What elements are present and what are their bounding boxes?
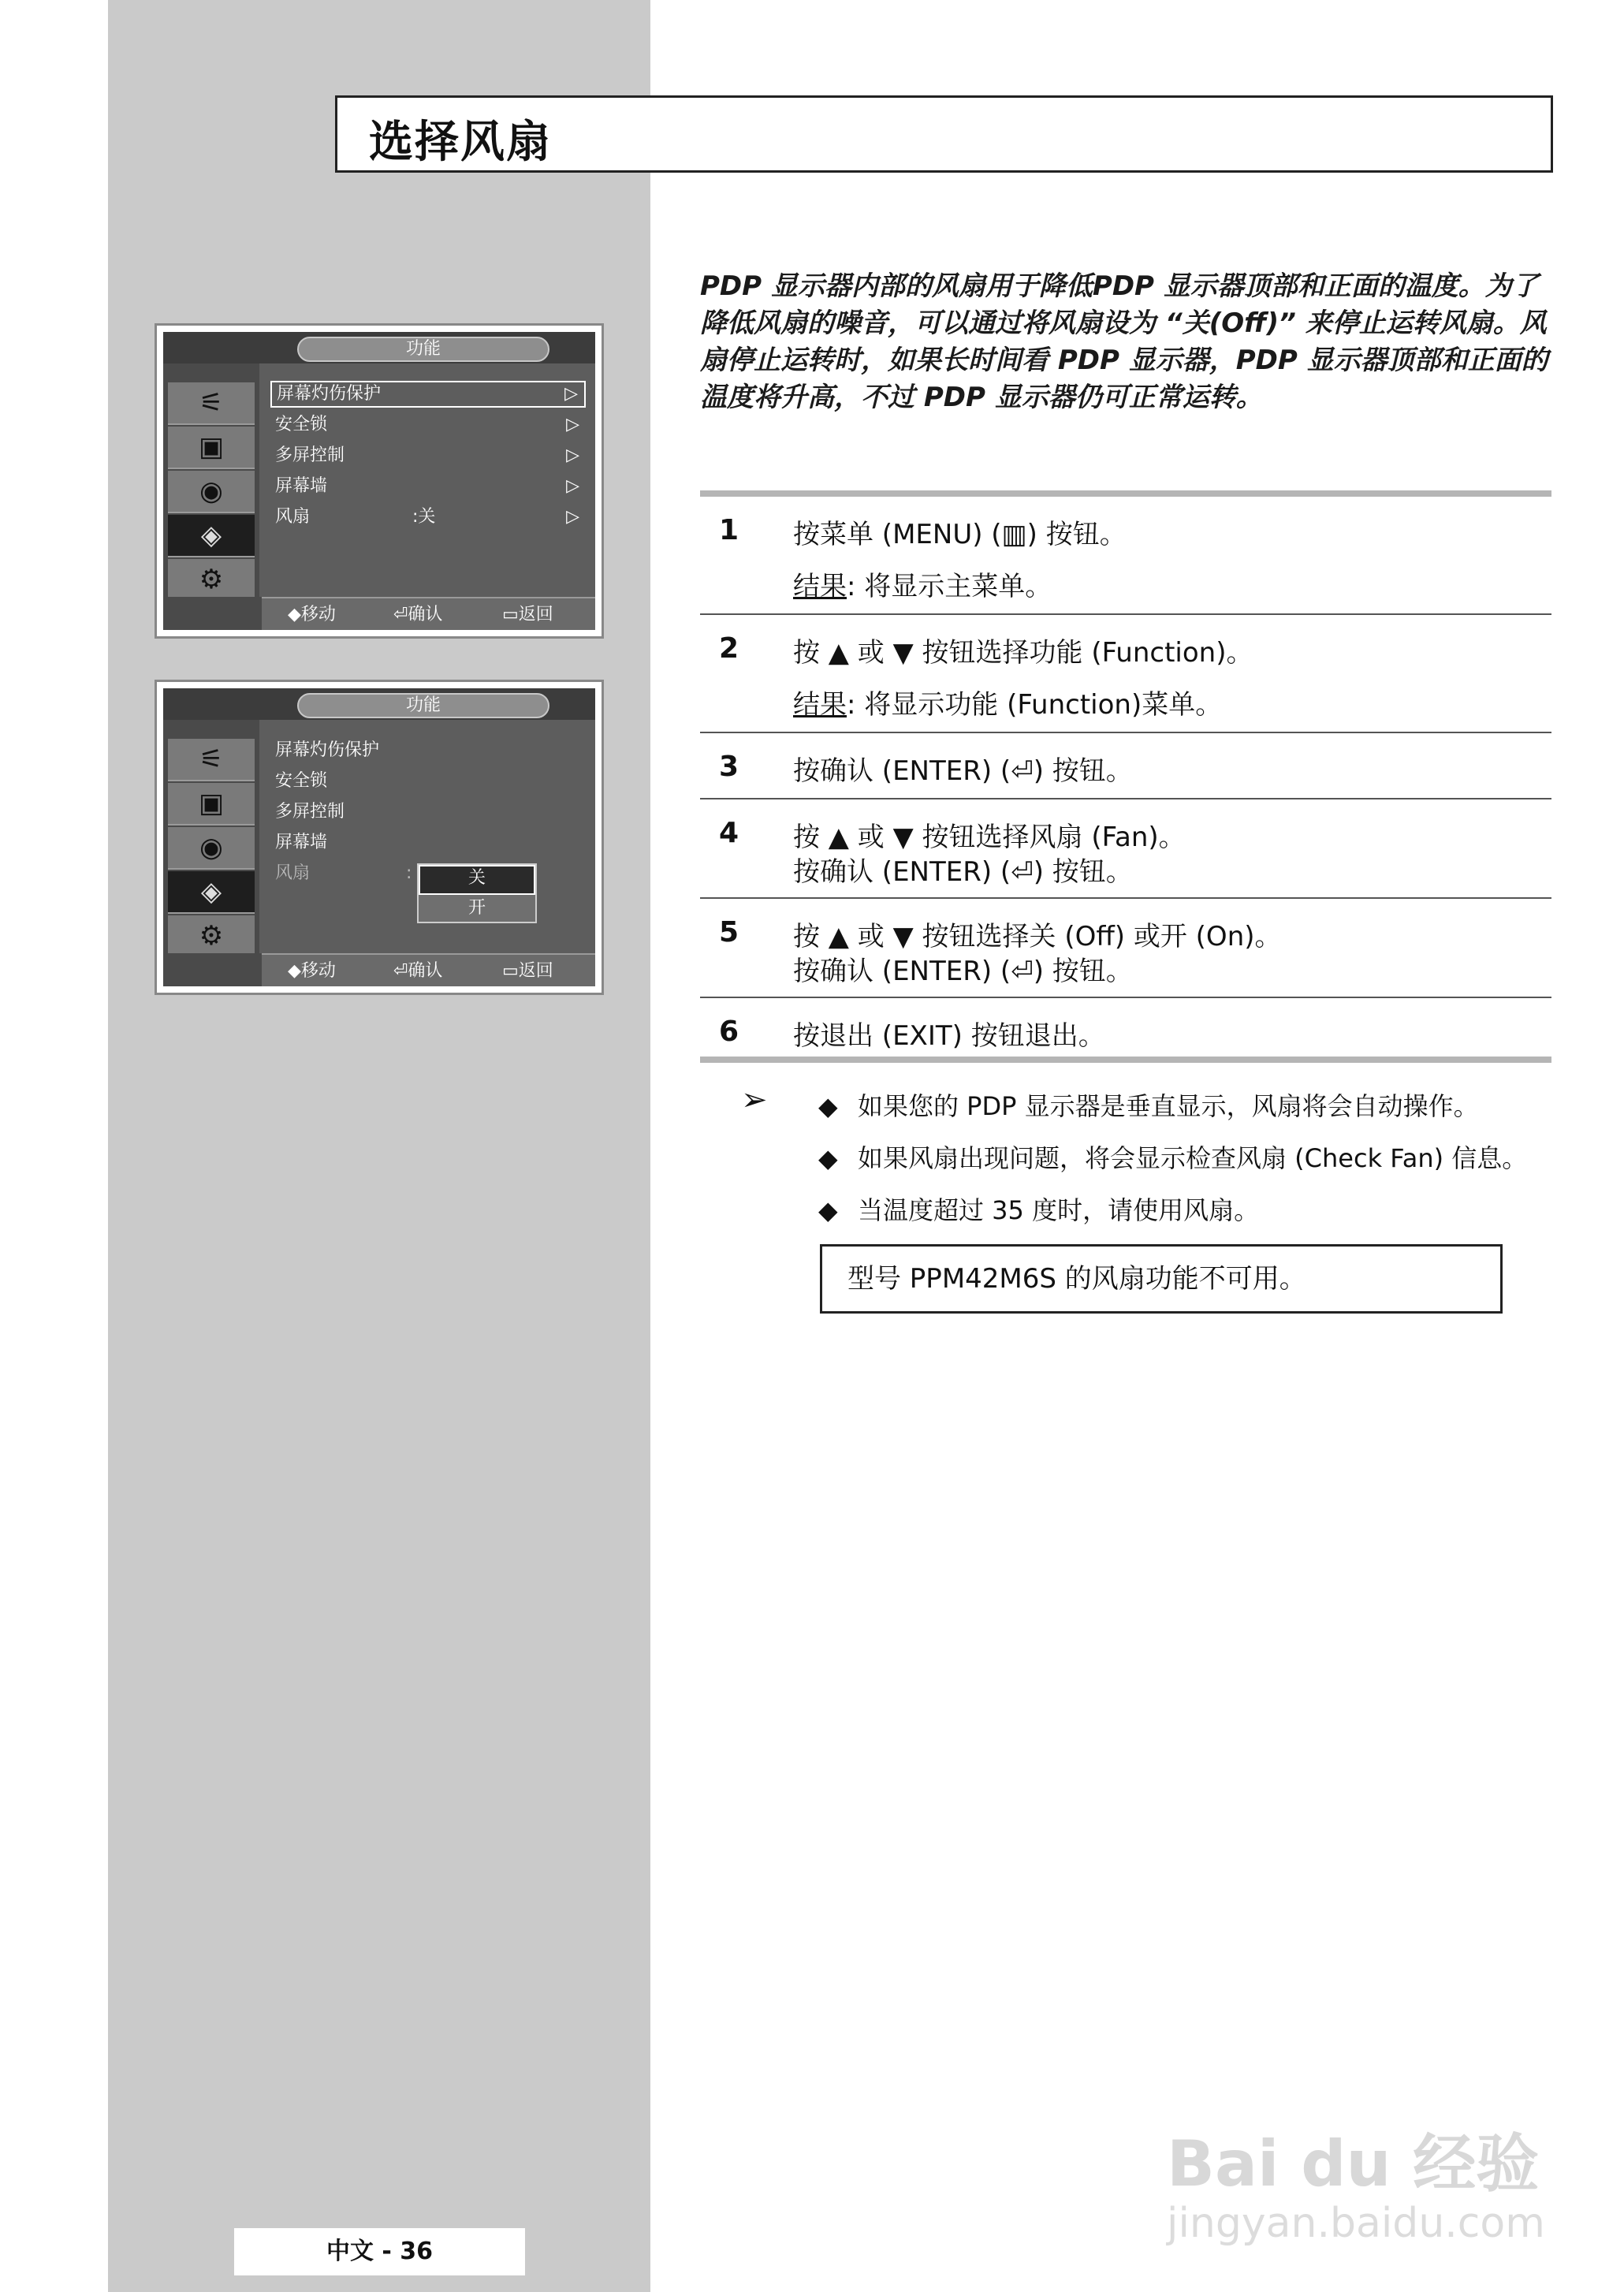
baidu-watermark-url: jingyan.baidu.com [1167,2200,1545,2247]
osd-item-burn-protection[interactable]: 屏幕灼伤保护 [275,740,380,760]
enter-hint: ⏎确认 [393,961,443,981]
setup-gear-icon: ⚙ [168,559,255,602]
step-3: 3 按确认 (ENTER) (⏎) 按钮。 [700,733,1551,799]
step-4: 4 按 ▲ 或 ▼ 按钮选择风扇 (Fan)。 按确认 (ENTER) (⏎) 按钮。 [700,799,1551,899]
note-item: ◆ 如果风扇出现问题，将会显示检查风扇 (Check Fan) 信息。 [818,1143,1528,1173]
return-hint: ▭返回 [502,605,553,624]
function-icon: ◈ [168,515,255,557]
return-hint: ▭返回 [502,961,553,981]
steps-top-rule [700,490,1551,497]
move-hint: ◆移动 [288,961,336,981]
osd-item-safety-lock[interactable]: 安全锁 ▷ [270,412,586,438]
move-hint: ◆移动 [288,605,336,624]
arrow-right-icon: ▷ [564,384,578,404]
steps-bottom-rule [700,1057,1551,1063]
arrow-right-icon: ▷ [566,415,579,434]
osd-title: 功能 [297,337,549,362]
enter-hint: ⏎确认 [393,605,443,624]
diamond-bullet-icon: ◆ [818,1091,838,1121]
diamond-bullet-icon: ◆ [818,1143,838,1173]
step-2: 2 按 ▲ 或 ▼ 按钮选择功能 (Function)。 结果: 将显示功能 (Function)菜单。 [700,615,1551,733]
osd-title: 功能 [297,693,549,718]
arrow-right-icon: ▷ [566,445,579,465]
picture-icon: ▣ [168,427,255,469]
baidu-watermark: Bai du 经验 [1167,2127,1540,2201]
picture-icon: ▣ [168,783,255,825]
osd-item-multi-screen[interactable]: 多屏控制 ▷ [270,442,586,469]
osd-item-video-wall[interactable]: 屏幕墙 [275,833,328,852]
osd-item-burn-protection[interactable]: 屏幕灼伤保护 ▷ [270,381,586,408]
osd-item-multi-screen[interactable]: 多屏控制 [275,802,345,822]
page-title: 选择风扇 [369,117,552,168]
step-1: 1 按菜单 (MENU) (▥) 按钮。 结果: 将显示主菜单。 [700,497,1551,615]
page-number: 中文 - 36 [234,2228,525,2275]
osd-item-fan[interactable]: 风扇 :关 ▷ [270,504,586,531]
intro-paragraph: PDP 显示器内部的风扇用于降低PDP 显示器顶部和正面的温度。为了降低风扇的噪音，可以通过将风扇设为 “关(Off)” 来停止运转风扇。风扇停止运转时，如果长时间看 PDP 显示器，PDP 显示器顶部和正面的温度将升高，不过 PDP 显示器仍可正常运转。 [700,270,1548,413]
osd-item-video-wall[interactable]: 屏幕墙 ▷ [270,473,586,500]
osd-footer [163,953,595,986]
note-item: ◆ 当温度超过 35 度时，请使用风扇。 [818,1195,1260,1225]
function-icon: ◈ [168,871,255,914]
input-icon: ⚟ [168,382,255,425]
page-title-box [335,95,1553,173]
note-item: ◆ 如果您的 PDP 显示器是垂直显示，风扇将会自动操作。 [818,1091,1479,1121]
model-warning-box: 型号 PPM42M6S 的风扇功能不可用。 [820,1244,1503,1314]
osd-footer [163,597,595,630]
fan-option-off[interactable]: 关 [419,865,535,895]
osd-item-fan[interactable]: 风扇 : [275,863,412,883]
sound-icon: ◉ [168,827,255,870]
step-6: 6 按退出 (EXIT) 按钮退出。 [719,1016,1105,1052]
input-icon: ⚟ [168,739,255,781]
arrow-right-icon: ▷ [566,507,579,527]
sound-icon: ◉ [168,471,255,513]
fan-option-dropdown [417,863,537,923]
step-5: 5 按 ▲ 或 ▼ 按钮选择关 (Off) 或开 (On)。 按确认 (ENTER) (⏎) 按钮。 [700,899,1551,998]
osd-screen-function-menu [155,323,604,639]
osd-screen-fan-options [155,680,604,995]
note-arrow-icon: ➢ [741,1082,768,1118]
fan-option-on[interactable]: 开 [467,898,486,918]
arrow-right-icon: ▷ [566,476,579,496]
osd-item-safety-lock[interactable]: 安全锁 [275,771,328,791]
setup-gear-icon: ⚙ [168,915,255,958]
diamond-bullet-icon: ◆ [818,1195,838,1225]
